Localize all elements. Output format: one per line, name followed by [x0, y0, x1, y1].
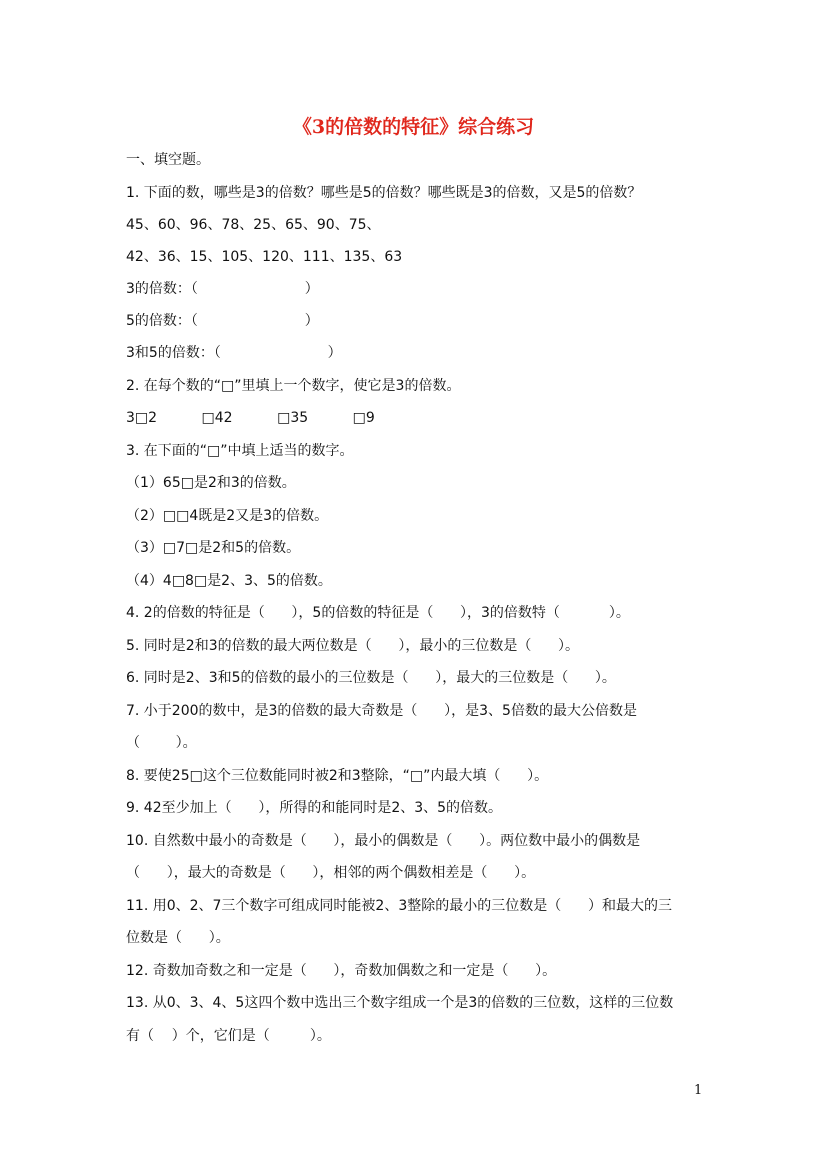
- question-line: 9. 42至少加上（ ），所得的和能同时是2、3、5的倍数。: [126, 800, 503, 816]
- number-list: 45、60、96、78、25、65、90、75、: [126, 217, 381, 233]
- question-line: 有（ ）个，它们是（ ）。: [126, 1028, 331, 1044]
- question-line: 位数是（ ）。: [126, 930, 230, 946]
- question-line: 5. 同时是2和3的倍数的最大两位数是（ ），最小的三位数是（ ）。: [126, 638, 580, 654]
- digit-boxes: 3□2 □42 □35 □9: [126, 410, 375, 426]
- question-line: 12. 奇数加奇数之和一定是（ ），奇数加偶数之和一定是（ ）。: [126, 963, 557, 979]
- number-list: 42、36、15、105、120、111、135、63: [126, 249, 403, 265]
- answer-blank: 3的倍数：（ ）: [126, 281, 319, 297]
- sub-question: （2）□□4既是2又是3的倍数。: [126, 508, 329, 524]
- question-line: 3. 在下面的“□”中填上适当的数字。: [126, 443, 354, 459]
- question-line: 10. 自然数中最小的奇数是（ ），最小的偶数是（ ）。两位数中最小的偶数是: [126, 833, 641, 849]
- question-line: 8. 要使25□这个三位数能同时被2和3整除，“□”内最大填（ ）。: [126, 768, 549, 784]
- question-line: 4. 2的倍数的特征是（ ），5的倍数的特征是（ ），3的倍数特（ ）。: [126, 605, 630, 621]
- answer-blank: 3和5的倍数：（ ）: [126, 345, 342, 361]
- question-line: 13. 从0、3、4、5这四个数中选出三个数字组成一个是3的倍数的三位数，这样的三位数: [126, 995, 674, 1011]
- sub-question: （3）□7□是2和5的倍数。: [126, 540, 301, 556]
- sub-question: （1）65□是2和3的倍数。: [126, 475, 296, 491]
- question-line: （ ），最大的奇数是（ ），相邻的两个偶数相差是（ ）。: [126, 865, 536, 881]
- question-line: 1. 下面的数，哪些是3的倍数？哪些是5的倍数？哪些既是3的倍数，又是5的倍数？: [126, 185, 642, 201]
- answer-blank: 5的倍数：（ ）: [126, 313, 319, 329]
- question-line: （ ）。: [126, 735, 197, 751]
- section-heading: 一、填空题。: [126, 152, 210, 168]
- page-number: 1: [694, 1083, 703, 1098]
- sub-question: （4）4□8□是2、3、5的倍数。: [126, 573, 332, 589]
- question-line: 11. 用0、2、7三个数字可组成同时能被2、3整除的最小的三位数是（ ）和最大的三: [126, 898, 672, 914]
- document-title: 《3的倍数的特征》综合练习: [292, 116, 535, 138]
- question-line: 7. 小于200的数中，是3的倍数的最大奇数是（ ），是3、5倍数的最大公倍数是: [126, 703, 637, 719]
- question-line: 6. 同时是2、3和5的倍数的最小的三位数是（ ），最大的三位数是（ ）。: [126, 670, 616, 686]
- question-line: 2. 在每个数的“□”里填上一个数字，使它是3的倍数。: [126, 378, 461, 394]
